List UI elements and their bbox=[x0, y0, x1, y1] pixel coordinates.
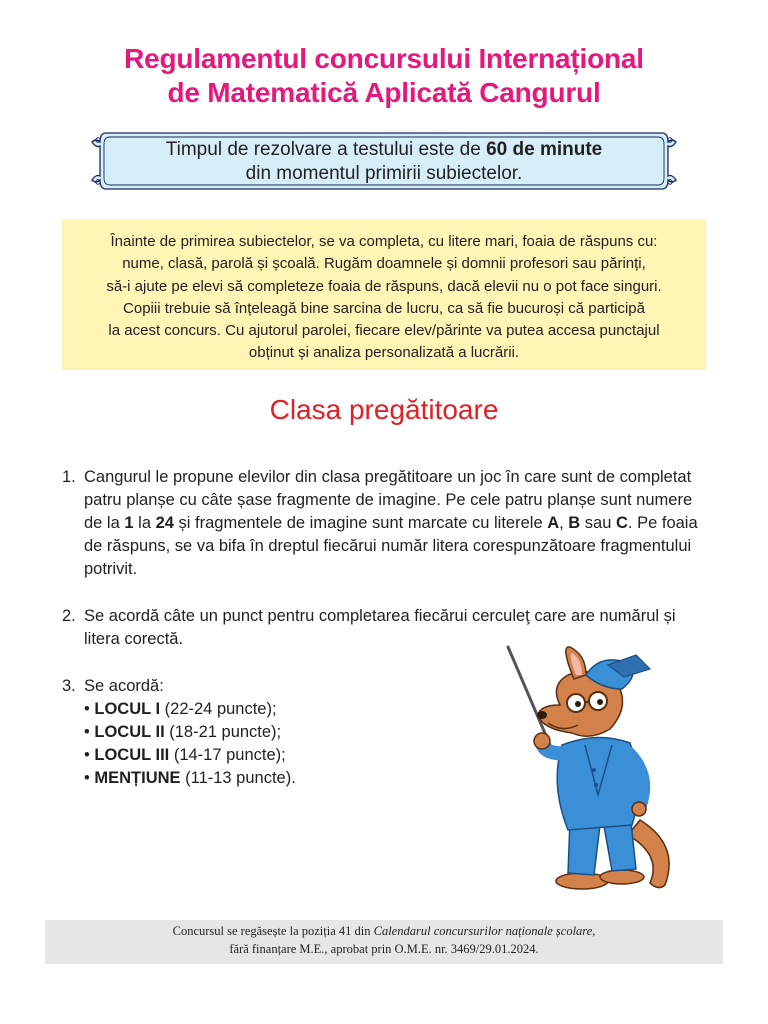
rule-number: 2. bbox=[62, 607, 76, 625]
rule-number: 3. bbox=[62, 677, 76, 695]
rule-number: 1. bbox=[62, 468, 76, 486]
section-title: Clasa pregătitoare bbox=[269, 394, 499, 425]
award-item: • MENȚIUNE (11-13 puncte). bbox=[84, 769, 296, 787]
footer-line-2: fără finanțare M.E., aprobat prin O.M.E. nr. 3469/29.01.2024. bbox=[229, 942, 539, 956]
kangaroo-mascot-illustration bbox=[490, 645, 700, 895]
title-line-2: de Matematică Aplicată Cangurul bbox=[167, 77, 601, 108]
rule-item-2: 2. Se acordă câte un punct pentru completarea fiecărui cerculeţ care are numărul și litera corectă. bbox=[62, 607, 676, 648]
instructions-box bbox=[62, 219, 706, 370]
award-item: • LOCUL II (18-21 puncte); bbox=[84, 723, 282, 741]
rule-item-3: 3. Se acordă: • LOCUL I (22-24 puncte); • LOCUL II (18-21 puncte); • LOCUL III (14-17 puncte); • MENȚIUNE (11-13 puncte). bbox=[62, 675, 712, 790]
instructions-text: Înainte de primirea subiectelor, se va completa, cu litere mari, foaia de răspuns cu: nume, clasă, parolă și școală. Rugăm doamnele și domnii profesori sau părinți, să-i ajute pe elevi să completeze foaia de răspuns, dacă elevii nu o pot face singuri. Copiii trebuie să înțeleagă bine sarcina de lucru, ca să fie bucuroși că participă la acest concurs. Cu ajutorul parolei, fiecare elev/părinte va putea accesa punctajul obținut și analiza personalizată a lucrării. bbox=[106, 233, 662, 362]
time-duration: 60 de minute bbox=[486, 139, 603, 160]
time-box-text bbox=[88, 138, 680, 186]
time-line-1: Timpul de rezolvare a testului este de 60 de minute bbox=[165, 139, 603, 160]
title-line-1: Regulamentul concursului Internațional bbox=[124, 43, 644, 74]
rule-item-1: 1. Cangurul le propune elevilor din clasa pregătitoare un joc în care sunt de completat patru planșe cu câte șase fragmente de imagine. Pe cele patru planșe sunt numere de la 1 la 24 și fragmentele de imagine sunt marcate cu literele A, B sau C. Pe foaia de răspuns, se va bifa în dreptul fiecărui număr litera corespunzătoare fragmentului potrivit. bbox=[62, 468, 698, 578]
time-line-2: din momentul primirii subiectelor. bbox=[245, 163, 523, 184]
page-title bbox=[0, 42, 768, 110]
footer-line-1: Concursul se regăsește la poziția 41 din Calendarul concursurilor naționale școlare, bbox=[172, 924, 596, 938]
footer-note bbox=[45, 920, 723, 964]
award-item: • LOCUL I (22-24 puncte); bbox=[84, 700, 277, 718]
award-item: • LOCUL III (14-17 puncte); bbox=[84, 746, 286, 764]
